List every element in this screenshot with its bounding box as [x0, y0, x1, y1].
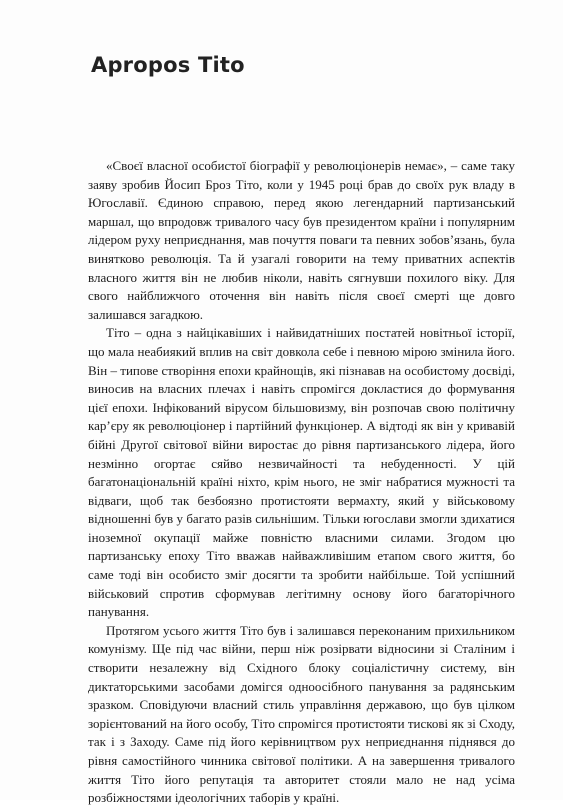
paragraph-2: Тіто – одна з найцікавіших і найвидатніших постатей новітньої історії, що мала неабиякий вплив на світ довкола себе і певною мірою змінила його. Він – типове створіння епохи крайнощів, які пізнавав на особистому досвіді, виносив на власних плечах і навіть спромігся докластися до формування цієї епохи. Інфікований вірусом більшовизму, він розпочав свою політичну кар’єру як революціонер і партійний функціонер. А відтоді як він у кривавій бійні Другої світової війни виростає до рівня партизанського лідера, його незмінно огортає сяйво незвичайності та небуденності. У цій багатонаціональній країні ніхто, крім нього, не зміг набратися мужності та відваги, щоб так безбоязно протистояти вермахту, який у військовому відношенні був у багато разів сильнішим. Тільки югослави змогли здихатися іноземної окупації майже повністю власними силами. Згодом цю партизанську епоху Тіто вважав найважливішим етапом свого життя, бо саме тоді він особисто зміг досягти та зробити найбільше. Той успішний військовий спротив сформував легітимну основу його багаторічного панування. [88, 325, 515, 620]
paragraph-1: «Своєї власної особистої біографії у революціонерів немає», – саме таку заяву зробив Йосип Броз Тіто, коли у 1945 році брав до своїх рук владу в Югославії. Єдиною справою, перед якою легендарний партизанський маршал, що впродовж тривалого часу був президентом країни і популярним лідером руху неприєднання, мав почуття поваги та певних зобов’язань, була винятково революція. Та й узагалі говорити на тему приватних аспектів власного життя він не любив ніколи, навіть сягнувши похилого віку. Для свого найближчого оточення він навіть після своєї смерті ще довго залишався загадкою. [88, 158, 515, 322]
chapter-title: Apropos Tito [91, 53, 245, 77]
body-text [88, 157, 515, 808]
paragraph-3: Протягом усього життя Тіто був і залишався переконаним прихильником комунізму. Ще під час війни, перш ніж розірвати відносини зі Сталіним і створити незалежну від Східного блоку соціалістичну систему, він диктаторськими засобами домігся одноосібного панування за радянським зразком. Сповідуючи власний стиль управління державою, що був цілком зорієнтований на його особу, Тіто спромігся протистояти тискові як зі Сходу, так і з Заходу. Саме під його керівництвом рух неприєднання піднявся до рівня самостійного чинника світової політики. А на завершення тривалого життя Тіто його репутація та авторитет стояли мало не над усіма розбіжностями ідеологічних таборів у країні. [88, 622, 515, 806]
